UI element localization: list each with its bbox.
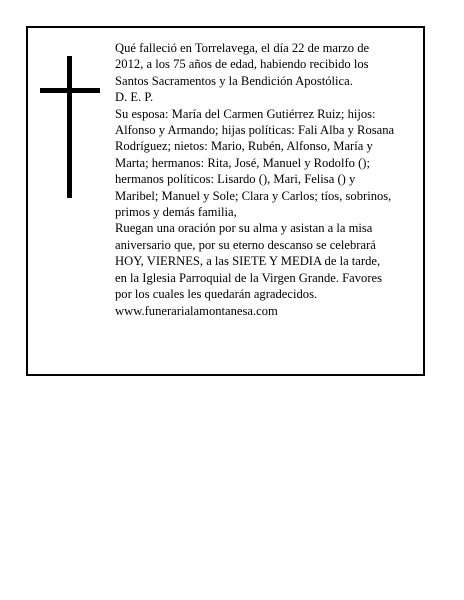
funeral-home-website: www.funerarialamontanesa.com (115, 303, 278, 318)
obituary-line-family-5: hermanos políticos: Lisardo (), Mari, Felisa () y (115, 172, 356, 187)
obituary-line-thanks: por los cuales les quedarán agradecidos. (115, 287, 318, 302)
obituary-line-family-1: Su esposa: María del Carmen Gutiérrez Ruiz; hijos: (115, 106, 376, 121)
obituary-line-family-3: Rodríguez; nietos: Mario, Rubén, Alfonso, María y (115, 139, 373, 154)
obituary-line-age: 2012, a los 75 años de edad, habiendo recibido los (115, 57, 369, 72)
obituary-line-mass-1: Ruegan una oración por su alma y asistan a la misa (115, 221, 373, 236)
obituary-line-family-4: Marta; hermanos: Rita, José, Manuel y Rodolfo (); (115, 155, 370, 170)
obituary-line-death: Qué falleció en Torrelavega, el día 22 de marzo de (115, 41, 370, 55)
cross-horizontal-bar (40, 88, 100, 93)
obituary-line-family-2: Alfonso y Armando; hijas políticas: Fali Alba y Rosana (115, 123, 395, 138)
cross-vertical-bar (67, 56, 72, 198)
obituary-line-mass-4: en la Iglesia Parroquial de la Virgen Grande. Favores (115, 270, 383, 285)
obituary-text (115, 40, 425, 319)
obituary-notice (26, 26, 425, 376)
obituary-line-mass-2: aniversario que, por su eterno descanso se celebrará (115, 237, 376, 252)
cross-icon (40, 56, 100, 198)
obituary-line-family-6: Maribel; Manuel y Sole; Clara y Carlos; tíos, sobrinos, (115, 188, 392, 203)
obituary-line-sacraments: Santos Sacramentos y la Bendición Apostólica. (115, 73, 353, 88)
obituary-line-mass-3: HOY, VIERNES, a las SIETE Y MEDIA de la tarde, (115, 254, 381, 269)
obituary-line-rip: D. E. P. (115, 90, 154, 105)
obituary-line-family-7: primos y demás familia, (115, 205, 237, 220)
